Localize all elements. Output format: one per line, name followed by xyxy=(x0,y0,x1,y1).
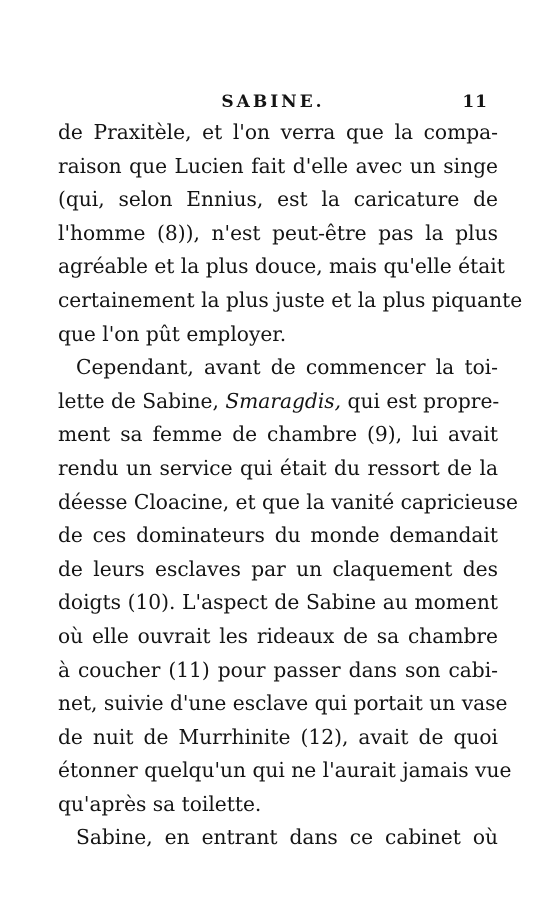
paragraph-2 xyxy=(58,351,518,821)
text-line: de Praxitèle, et l'on verra que la compa- xyxy=(58,120,498,144)
text-line: rendu un service qui était du ressort de la xyxy=(58,455,498,480)
text-line: où elle ouvrait les rideaux de sa chambre xyxy=(58,623,498,648)
text-line: (qui, selon Ennius, est la caricature de xyxy=(58,187,498,212)
text-line: doigts (10). L'aspect de Sabine au moment xyxy=(58,590,498,615)
text-line: déesse Cloacine, et que la vanité capricieuse xyxy=(58,489,518,514)
text-line: étonner quelqu'un qui ne l'aurait jamais vue xyxy=(58,758,512,783)
text-fragment: qui est propre- xyxy=(347,388,500,413)
text-line: ment sa femme de chambre (9), lui avait xyxy=(58,422,498,447)
text-line: que l'on pût employer. xyxy=(58,321,287,346)
text-line-with-name xyxy=(58,385,498,419)
text-fragment: lette de Sabine, xyxy=(58,388,219,413)
text-line: qu'après sa toilette. xyxy=(58,791,262,816)
paragraph-3 xyxy=(58,821,498,855)
italic-name: Smaragdis, xyxy=(225,388,342,413)
body-text xyxy=(58,116,523,855)
text-line: de leurs esclaves par un claquement des xyxy=(58,556,498,581)
text-line: Sabine, en entrant dans ce cabinet où xyxy=(76,825,498,850)
running-title: SABINE. xyxy=(221,92,325,112)
text-line: net, suivie d'une esclave qui portait un vase xyxy=(58,691,508,716)
text-line: certainement la plus juste et la plus piquante xyxy=(58,287,523,312)
text-line: l'homme (8)), n'est peut-être pas la plus xyxy=(58,220,498,245)
text-line: raison que Lucien fait d'elle avec un singe xyxy=(58,153,498,178)
text-line: agréable et la plus douce, mais qu'elle était xyxy=(58,254,505,279)
paragraph-1 xyxy=(58,116,523,351)
page-number: 11 xyxy=(462,92,488,112)
text-line: Cependant, avant de commencer la toi- xyxy=(76,355,498,380)
text-line: de ces dominateurs du monde demandait xyxy=(58,523,498,548)
page-header xyxy=(58,92,488,118)
text-line: à coucher (11) pour passer dans son cabi- xyxy=(58,657,498,682)
text-line: de nuit de Murrhinite (12), avait de quoi xyxy=(58,724,498,749)
